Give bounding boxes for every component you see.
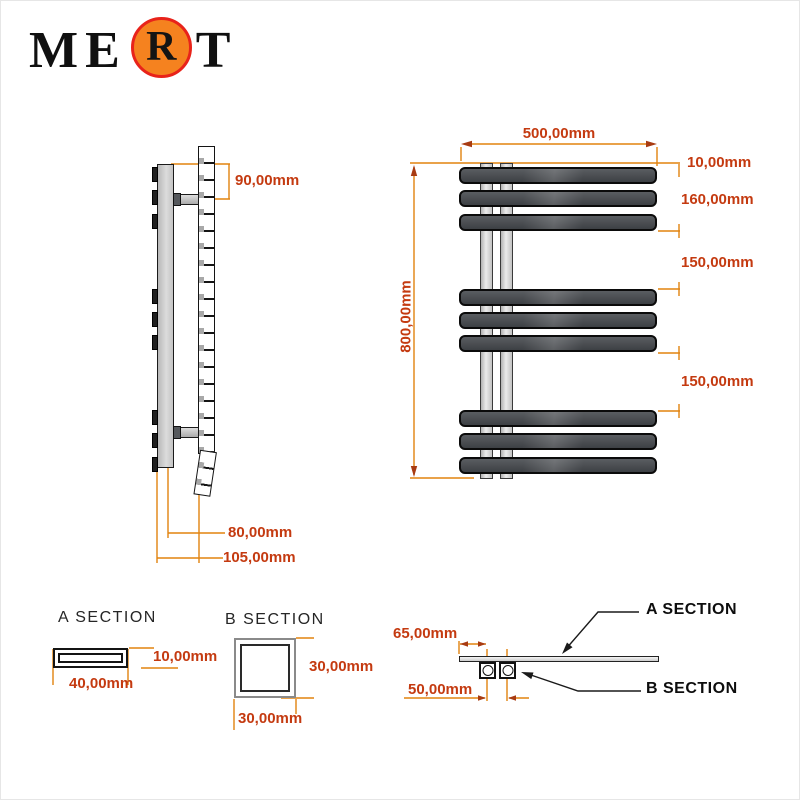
side-view-rail-end xyxy=(152,457,158,472)
dim-label-a-width: 40,00mm xyxy=(69,675,134,692)
towel-rail xyxy=(459,167,657,184)
top-view-tube-left xyxy=(479,662,496,679)
side-view-rail-end xyxy=(152,312,158,327)
callout-leader-lines xyxy=(525,612,641,691)
side-view-rail-end xyxy=(152,335,158,350)
towel-rail xyxy=(459,190,657,207)
section-b-title: B SECTION xyxy=(225,611,325,628)
dim-label-width: 500,00mm xyxy=(522,125,596,142)
callout-a-section: A SECTION xyxy=(646,601,738,618)
towel-rail xyxy=(459,214,657,231)
top-view-tube-right-bore xyxy=(502,665,513,676)
dim-label-height: 800,00mm xyxy=(397,280,415,353)
side-view-wall-bar xyxy=(157,164,174,468)
dim-label-top-gap: 10,00mm xyxy=(687,154,752,171)
towel-rail xyxy=(459,457,657,474)
towel-rail xyxy=(459,289,657,306)
dim-label-b-height: 30,00mm xyxy=(309,658,374,675)
dim-label-a-thickness: 10,00mm xyxy=(153,648,218,665)
towel-rail xyxy=(459,312,657,329)
logo-letters-post: T xyxy=(195,22,238,79)
towel-rail xyxy=(459,410,657,427)
side-view-rail-end xyxy=(152,289,158,304)
section-a-profile-inner xyxy=(58,653,123,663)
section-b-profile-inner xyxy=(240,644,290,692)
side-view-connector-bottom-joint xyxy=(173,426,181,439)
side-view-rail-end xyxy=(152,433,158,448)
section-b-profile xyxy=(234,638,296,698)
dim-label-hook-offset: 90,00mm xyxy=(235,172,300,189)
dim-label-gap-lower: 150,00mm xyxy=(681,373,754,390)
towel-rail xyxy=(459,335,657,352)
dim-label-rail-group: 160,00mm xyxy=(681,191,754,208)
side-view-connector-top-joint xyxy=(173,193,181,206)
section-a-title: A SECTION xyxy=(58,609,157,626)
top-view-tube-right xyxy=(499,662,516,679)
side-view-rail-end xyxy=(152,167,158,182)
logo-letter-circled: R xyxy=(146,23,177,70)
top-view-tube-left-bore xyxy=(482,665,493,676)
callout-b-section: B SECTION xyxy=(646,680,738,697)
section-a-profile xyxy=(53,648,128,668)
side-view-rail-column xyxy=(198,146,215,454)
dim-label-b-width: 30,00mm xyxy=(238,710,303,727)
side-view-rail-end xyxy=(152,214,158,229)
dim-label-end-offset: 65,00mm xyxy=(393,625,458,642)
dim-label-wall-distance: 80,00mm xyxy=(228,524,293,541)
towel-rail xyxy=(459,433,657,450)
side-view-rail-end xyxy=(152,190,158,205)
dim-label-total-depth: 105,00mm xyxy=(223,549,296,566)
side-view-rail-end xyxy=(152,410,158,425)
logo-letters-pre: ME xyxy=(29,22,127,79)
dim-label-tube-spacing: 50,00mm xyxy=(408,681,473,698)
dim-label-gap-upper: 150,00mm xyxy=(681,254,754,271)
